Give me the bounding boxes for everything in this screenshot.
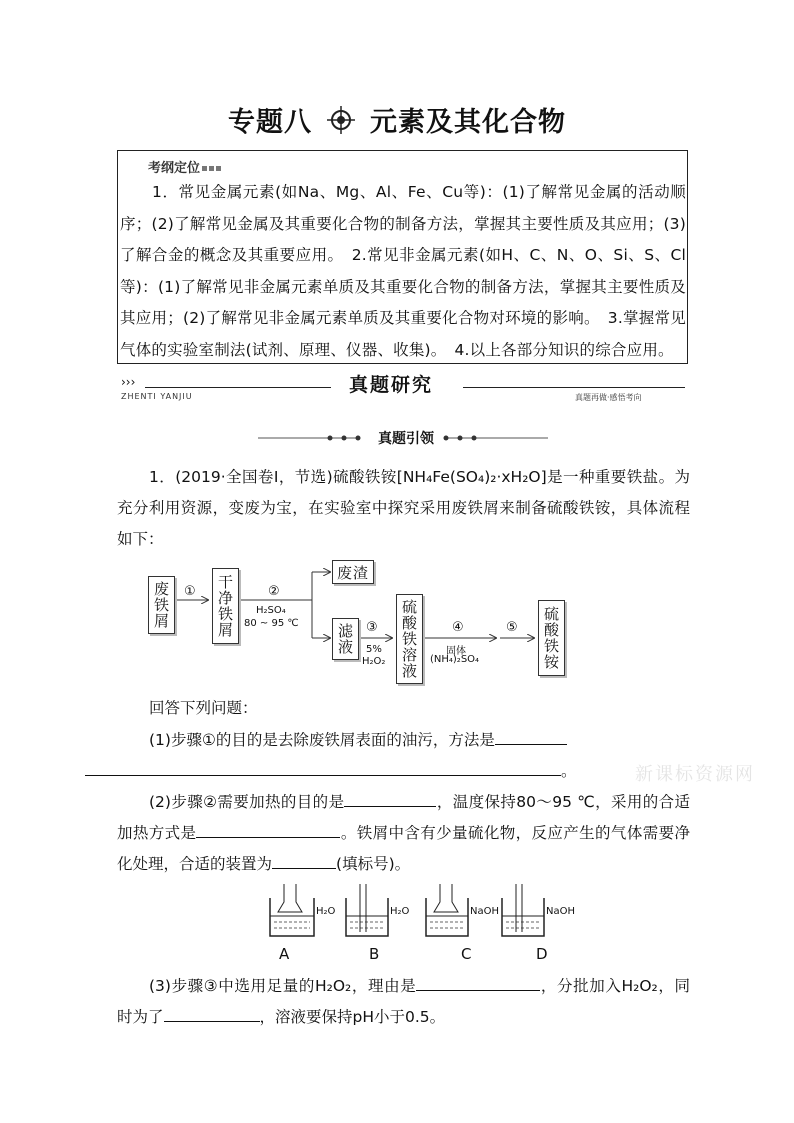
- subsection-banner: [258, 428, 548, 448]
- syllabus-text: 1．常见金属元素(如Na、Mg、Al、Fe、Cu等)：(1)了解常见金属的活动顺序；(2)了解常见金属及其重要化合物的制备方法，掌握其主要性质及其应用；(3)了解合金的概念及其重要应用。 2.常见非金属元素(如H、C、N、O、Si、S、Cl等)：(1)了解常见非金属元素单质及其重要化合物的制备方法，掌握其主要性质及其应用；(2)了解常见非金属元素单质及其重要化合物对环境的影响。 3.掌握常见气体的实验室制法(试剂、原理、仪器、收集)。 4.以上各部分知识的综合应用。: [120, 183, 686, 359]
- cond-4b: (NH₄)₂SO₄: [430, 654, 480, 665]
- title-left: 专题八: [228, 107, 312, 138]
- answer-blank-2b[interactable]: [196, 822, 340, 838]
- label-a: A: [279, 945, 290, 963]
- apparatus-diagram: [262, 882, 572, 942]
- liquid-a: H₂O: [316, 906, 336, 917]
- apparatus-d: [502, 884, 544, 936]
- label-c: C: [461, 945, 472, 963]
- step-4: ④: [452, 620, 464, 635]
- question-2: (2)步骤②需要加热的目的是 ，温度保持80～95 ℃，采用的合适加热方式是 。铁屑中含有少量硫化物，反应产生的气体需要净化处理，合适的装置为 (填标号)。: [117, 793, 690, 873]
- answer-blank-3b[interactable]: [164, 1006, 260, 1022]
- answer-blank-3a[interactable]: [416, 975, 540, 991]
- arrows-icon: ›››: [121, 375, 136, 389]
- question-3: (3)步骤③中选用足量的H₂O₂，理由是 ，分批加入H₂O₂，同时为了 ，溶液要保持pH小于0.5。: [117, 977, 690, 1026]
- divider-right: [463, 387, 685, 388]
- subsection-title: 真题引领: [378, 431, 434, 447]
- cond-4a: 固体: [446, 646, 466, 657]
- step-2: ②: [268, 584, 280, 599]
- section-pinyin: ZHENTI YANJIU: [121, 392, 193, 401]
- question-1: (1)步骤①的目的是去除废铁屑表面的油污，方法是 。: [117, 725, 690, 787]
- section-subtitle: 真题再做·感悟考向: [575, 393, 642, 402]
- step-1: ①: [184, 584, 196, 599]
- answer-blank-1[interactable]: [495, 729, 567, 745]
- apparatus-a: [270, 884, 314, 936]
- title-right: 元素及其化合物: [370, 107, 566, 138]
- label-d: D: [536, 945, 548, 963]
- answer-blank-2a[interactable]: [344, 791, 436, 807]
- page-title: [0, 100, 794, 139]
- box-clean-iron: 干净铁屑: [212, 568, 239, 644]
- box-product: 硫酸铁铵: [538, 600, 565, 676]
- syllabus-box: [117, 150, 688, 364]
- syllabus-heading: 考纲定位: [148, 157, 221, 176]
- section-banner: [117, 370, 690, 406]
- liquid-d: NaOH: [546, 906, 575, 917]
- flowchart: [140, 560, 570, 690]
- box-residue: 废渣: [332, 560, 374, 584]
- watermark: 新课标资源网: [635, 764, 755, 785]
- cond-2b: 80 ~ 95 ℃: [244, 618, 299, 629]
- liquid-c: NaOH: [470, 906, 499, 917]
- cond-3a: 5%: [366, 644, 382, 655]
- box-waste-iron: 废铁屑: [148, 576, 175, 634]
- box-ferric-sulfate: 硫酸铁溶液: [396, 594, 423, 684]
- answer-blank-1b[interactable]: [85, 760, 561, 776]
- cond-2a: H₂SO₄: [256, 605, 286, 616]
- box-filtrate: 滤液: [332, 618, 359, 660]
- step-5: ⑤: [506, 620, 518, 635]
- question-intro: 1．(2019·全国卷Ⅰ，节选)硫酸铁铵[NH₄Fe(SO₄)₂·xH₂O]是一种重要铁盐。为充分利用资源，变废为宝，在实验室中探究采用废铁屑来制备硫酸铁铵，具体流程如下：: [117, 468, 690, 548]
- divider-left: [145, 387, 331, 388]
- answer-blank-2c[interactable]: [272, 853, 336, 869]
- liquid-b: H₂O: [390, 906, 410, 917]
- answer-prompt: 回答下列问题：: [149, 699, 258, 717]
- section-title: 真题研究: [349, 374, 434, 396]
- apparatus-b: [346, 884, 388, 936]
- cond-3b: H₂O₂: [362, 656, 386, 667]
- apparatus-c: [426, 884, 468, 936]
- step-3: ③: [366, 620, 378, 635]
- label-b: B: [369, 945, 380, 963]
- crosshair-icon: [326, 105, 356, 135]
